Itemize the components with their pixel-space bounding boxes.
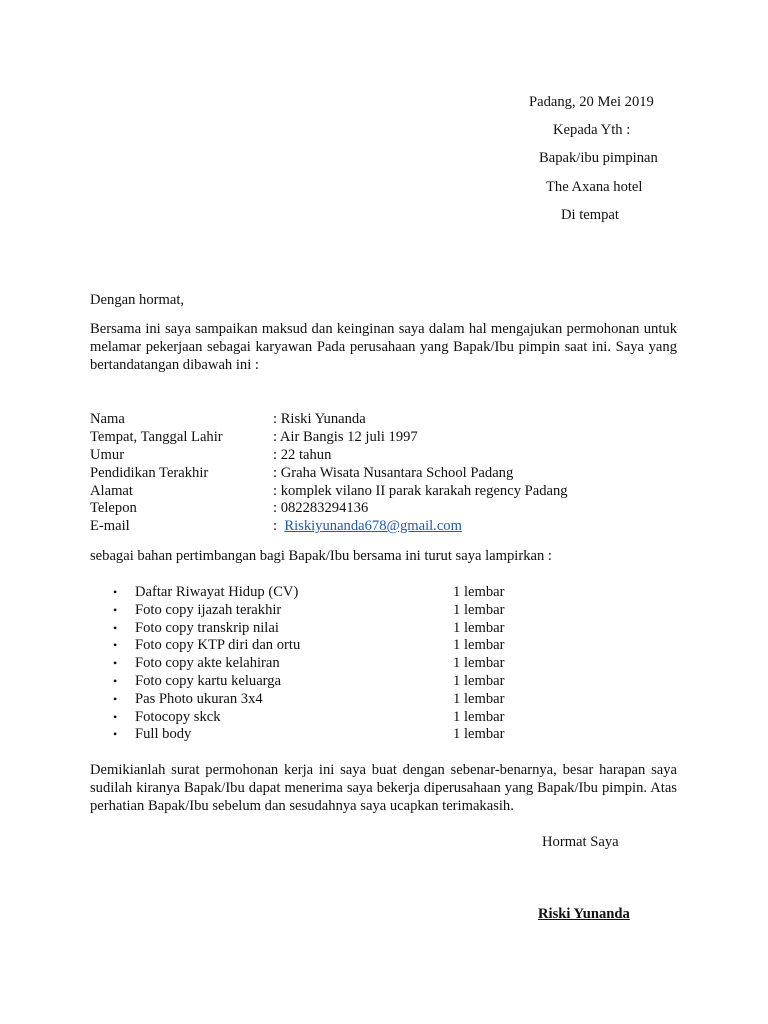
- attachment-item: [113, 636, 533, 654]
- signer-name: Riski Yunanda: [538, 906, 630, 922]
- info-value-email-wrap: [273, 517, 462, 535]
- info-label: E-mail: [90, 518, 130, 534]
- attachments-intro: sebagai bahan pertimbangan bagi Bapak/Ibu bersama ini turut saya lampirkan :: [90, 548, 552, 564]
- attachment-name: Foto copy transkrip nilai: [135, 619, 279, 636]
- bullet-icon: •: [113, 709, 118, 724]
- info-label: Umur: [90, 447, 125, 463]
- attachment-item: [113, 725, 533, 743]
- attachment-name: Foto copy KTP diri dan ortu: [135, 637, 301, 654]
- attachment-name: Pas Photo ukuran 3x4: [135, 690, 263, 707]
- closing-paragraph: Demikianlah surat permohonan kerja ini saya buat dengan sebenar-benarnya, besar harapan saya sudilah kiranya Bapak/Ibu dapat menerima saya bekerja diperusahaan yang Bapak/Ibu pimpin. Atas perhatian Bapak/Ibu sebelum dan sesudahnya saya ucapkan terimakasih.: [90, 762, 677, 814]
- attachment-qty: 1 lembar: [453, 619, 505, 636]
- attachment-item: [113, 708, 533, 726]
- info-label: Pendidikan Terakhir: [90, 465, 209, 481]
- attachment-qty: 1 lembar: [453, 655, 505, 672]
- signoff: Hormat Saya: [542, 834, 619, 850]
- attachment-name: Fotocopy skck: [135, 708, 221, 725]
- attachment-name: Full body: [135, 726, 192, 743]
- attachment-name: Foto copy kartu keluarga: [135, 673, 282, 689]
- attachment-item: [113, 601, 533, 619]
- letter-date: Padang, 20 Mei 2019: [529, 94, 654, 110]
- attachment-qty: 1 lembar: [453, 726, 505, 743]
- bullet-icon: •: [113, 585, 118, 599]
- info-value: : 22 tahun: [273, 447, 332, 463]
- email-link[interactable]: Riskiyunanda678@gmail.com: [284, 518, 462, 534]
- attachment-item: [113, 619, 533, 637]
- bullet-icon: •: [113, 620, 118, 635]
- recipient-location: Di tempat: [561, 207, 619, 223]
- intro-paragraph: Bersama ini saya sampaikan maksud dan keinginan saya dalam hal mengajukan permohonan untuk melamar pekerjaan sebagai karyawan Pada perusahaan yang Bapak/Ibu pimpin saat ini. Saya yang bertandatangan dibawah ini :: [90, 321, 677, 373]
- info-value: : komplek vilano II parak karakah regency Padang: [273, 483, 568, 499]
- info-colon: :: [273, 518, 278, 534]
- attachment-item: [113, 672, 533, 690]
- recipient-salutation: Kepada Yth :: [553, 122, 631, 138]
- attachment-qty: 1 lembar: [453, 601, 505, 618]
- greeting: Dengan hormat,: [90, 292, 185, 308]
- recipient-company: The Axana hotel: [546, 179, 643, 195]
- info-value: : Riski Yunanda: [273, 411, 366, 427]
- attachment-qty: 1 lembar: [453, 584, 505, 600]
- attachment-name: Foto copy akte kelahiran: [135, 655, 280, 672]
- recipient-title: Bapak/ibu pimpinan: [539, 150, 658, 166]
- attachment-qty: 1 lembar: [453, 708, 505, 725]
- bullet-icon: •: [113, 674, 118, 688]
- info-label: Nama: [90, 411, 125, 427]
- info-label: Telepon: [90, 500, 137, 516]
- info-label: Alamat: [90, 483, 133, 499]
- attachment-item: [113, 654, 533, 672]
- attachment-item: [113, 690, 533, 708]
- info-label: Tempat, Tanggal Lahir: [90, 429, 223, 445]
- attachment-item: [113, 583, 533, 601]
- info-value: : Graha Wisata Nusantara School Padang: [273, 465, 514, 481]
- bullet-icon: •: [113, 602, 118, 617]
- attachment-qty: 1 lembar: [453, 637, 505, 654]
- info-value: : 082283294136: [273, 500, 369, 516]
- attachment-qty: 1 lembar: [453, 673, 505, 689]
- attachment-name: Daftar Riwayat Hidup (CV): [135, 584, 299, 600]
- attachment-qty: 1 lembar: [453, 690, 505, 707]
- attachment-name: Foto copy ijazah terakhir: [135, 601, 282, 618]
- info-value: : Air Bangis 12 juli 1997: [273, 429, 418, 445]
- bullet-icon: •: [113, 727, 118, 742]
- bullet-icon: •: [113, 691, 118, 706]
- bullet-icon: •: [113, 656, 118, 671]
- bullet-icon: •: [113, 638, 118, 653]
